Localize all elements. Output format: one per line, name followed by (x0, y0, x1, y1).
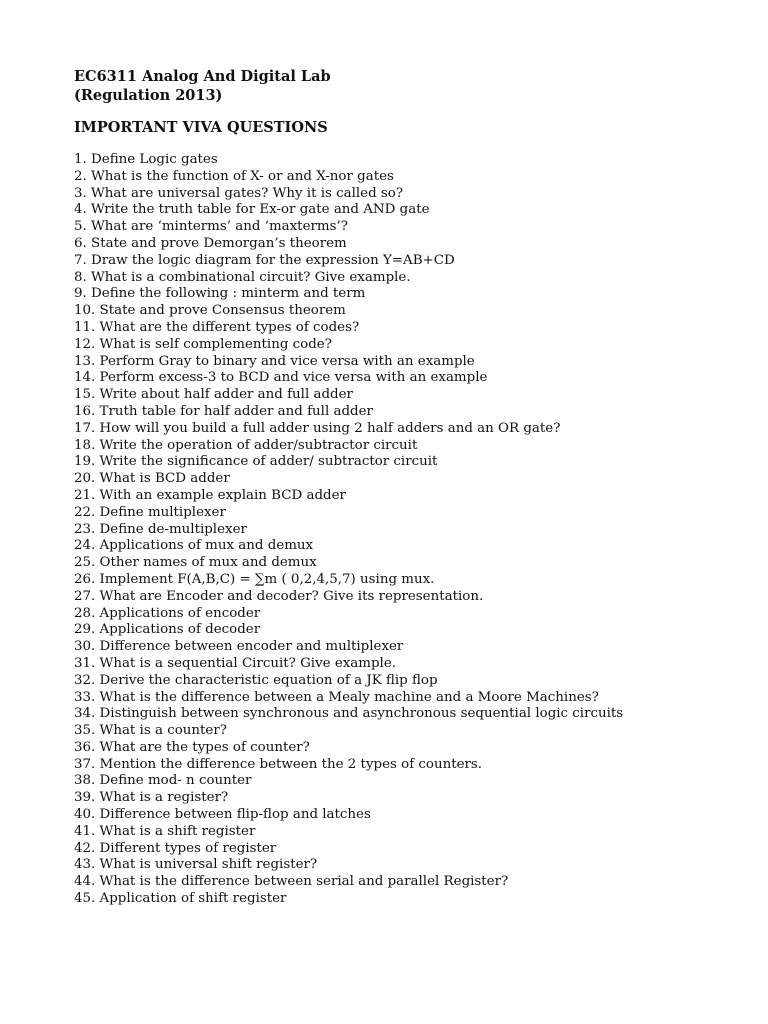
question-item: 25. Other names of mux and demux (74, 555, 317, 571)
course-title: EC6311 Analog And Digital Lab (74, 68, 331, 85)
question-item: 28. Applications of encoder (74, 605, 261, 621)
question-item: 1. Define Logic gates (74, 152, 218, 167)
question-item: 26. Implement F(A,B,C) = ∑m ( 0,2,4,5,7) using mux. (74, 571, 435, 587)
question-item: 35. What is a counter? (74, 723, 227, 739)
question-item: 32. Derive the characteristic equation of a JK flip flop (74, 672, 438, 688)
question-item: 44. What is the difference between serial and parallel Register? (74, 874, 509, 890)
question-item: 20. What is BCD adder (74, 471, 230, 487)
question-list (74, 152, 623, 908)
question-item: 43. What is universal shift register? (74, 857, 318, 873)
question-item: 24. Applications of mux and demux (74, 538, 314, 554)
question-item: 13. Perform Gray to binary and vice versa with an example (74, 353, 475, 369)
question-item: 5. What are ‘minterms’ and ‘maxterms’? (74, 219, 348, 235)
question-item: 17. How will you build a full adder using 2 half adders and an OR gate? (74, 420, 561, 436)
question-item: 23. Define de-multiplexer (74, 521, 247, 537)
question-item: 40. Difference between flip-flop and latches (74, 807, 371, 823)
question-item: 37. Mention the difference between the 2 types of counters. (74, 756, 483, 772)
question-item: 41. What is a shift register (74, 823, 256, 839)
question-item: 19. Write the significance of adder/ subtractor circuit (74, 454, 438, 470)
question-item: 3. What are universal gates? Why it is called so? (74, 185, 404, 201)
question-item: 38. Define mod- n counter (74, 773, 252, 789)
question-item: 30. Difference between encoder and multiplexer (74, 639, 404, 655)
question-item: 7. Draw the logic diagram for the expression Y=AB+CD (74, 252, 455, 268)
document-header (74, 67, 331, 105)
question-item: 16. Truth table for half adder and full adder (74, 403, 373, 419)
question-item: 6. State and prove Demorgan’s theorem (74, 235, 347, 251)
question-item: 15. Write about half adder and full adder (74, 387, 353, 403)
question-item: 27. What are Encoder and decoder? Give its representation. (74, 588, 484, 604)
question-item: 39. What is a register? (74, 790, 229, 806)
question-item: 2. What is the function of X- or and X-nor gates (74, 168, 394, 184)
question-item: 4. Write the truth table for Ex-or gate and AND gate (74, 202, 430, 218)
regulation-label: (Regulation 2013) (74, 87, 223, 104)
question-item: 8. What is a combinational circuit? Give example. (74, 269, 411, 285)
question-item: 18. Write the operation of adder/subtractor circuit (74, 437, 418, 453)
question-item: 36. What are the types of counter? (74, 739, 310, 755)
question-item: 45. Application of shift register (74, 891, 287, 907)
question-item: 9. Define the following : minterm and term (74, 286, 366, 302)
question-item: 31. What is a sequential Circuit? Give example. (74, 655, 397, 671)
question-item: 42. Different types of register (74, 840, 277, 856)
question-item: 10. State and prove Consensus theorem (74, 303, 346, 319)
question-item: 14. Perform excess-3 to BCD and vice versa with an example (74, 370, 488, 386)
question-item: 33. What is the difference between a Mealy machine and a Moore Machines? (74, 689, 599, 705)
question-item: 21. With an example explain BCD adder (74, 487, 346, 503)
question-item: 29. Applications of decoder (74, 622, 261, 638)
question-item: 22. Define multiplexer (74, 504, 226, 520)
question-item: 12. What is self complementing code? (74, 336, 332, 352)
question-item: 11. What are the different types of codes? (74, 319, 360, 335)
section-title: IMPORTANT VIVA QUESTIONS (74, 119, 328, 136)
question-item: 34. Distinguish between synchronous and asynchronous sequential logic circuits (74, 706, 624, 722)
